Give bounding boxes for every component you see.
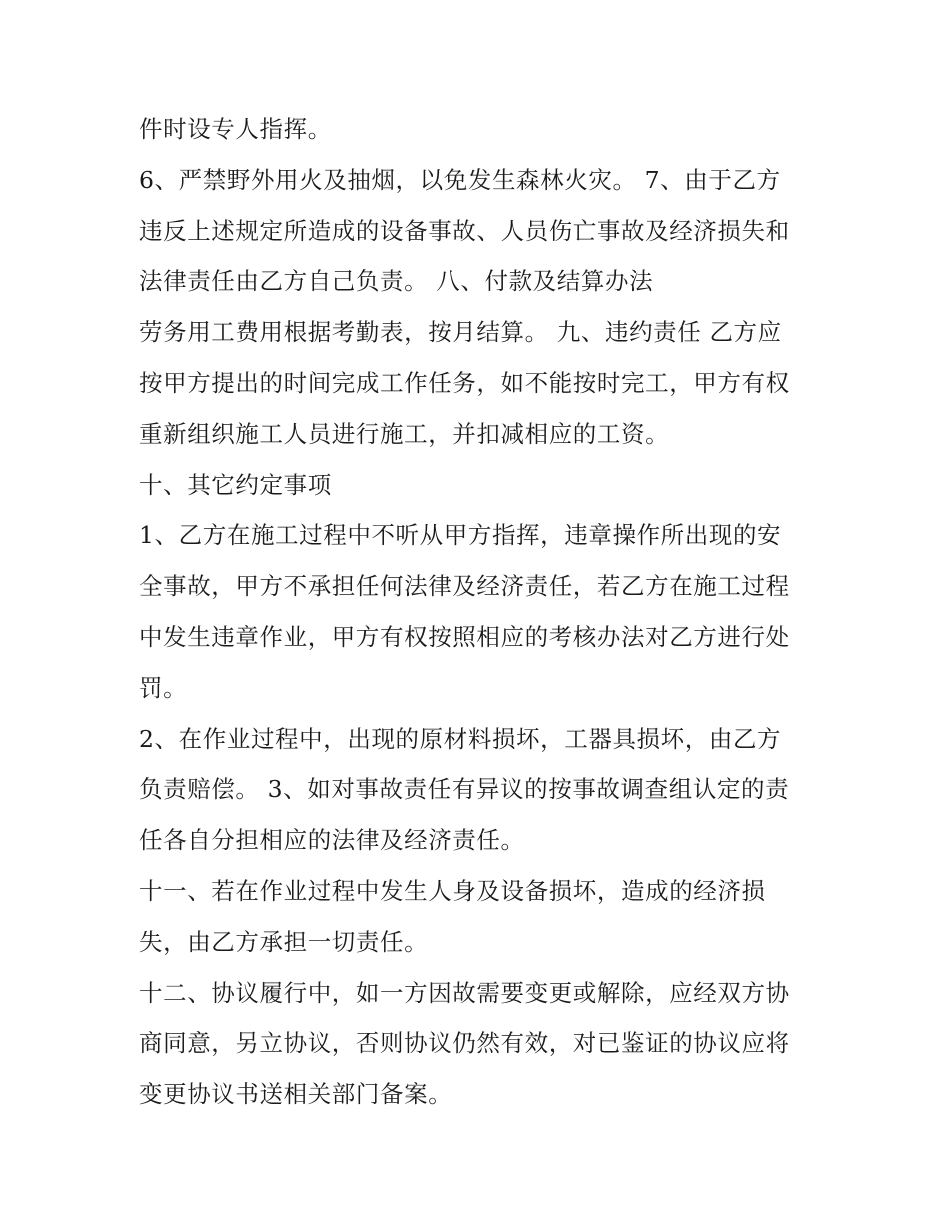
section-heading: 十、其它约定事项	[139, 470, 332, 499]
document-body	[139, 104, 819, 1120]
text-line: 重新组织施工人员进行施工，并扣减相应的工资。	[139, 419, 670, 448]
text-line: 十一、若在作业过程中发生人身及设备损坏，造成的经济损	[139, 876, 766, 905]
text-line: 任各自分担相应的法律及经济责任。	[139, 826, 525, 855]
text-line: 罚。	[139, 673, 188, 702]
text-line: 变更协议书送相关部门备案。	[139, 1080, 453, 1109]
text-line: 失，由乙方承担一切责任。	[139, 927, 429, 956]
text-line: 按甲方提出的时间完成工作任务，如不能按时完工，甲方有权	[139, 368, 790, 397]
text-line: 十二、协议履行中，如一方因故需要变更或解除，应经双方协	[139, 978, 790, 1007]
text-line: 1、乙方在施工过程中不听从甲方指挥，违章操作所出现的安	[139, 521, 782, 550]
text-line: 中发生违章作业，甲方有权按照相应的考核办法对乙方进行处	[139, 622, 790, 651]
text-line: 劳务用工费用根据考勤表，按月结算。 九、违约责任 乙方应	[139, 318, 782, 347]
text-line: 件时设专人指挥。	[139, 115, 332, 143]
text-line: 商同意，另立协议，否则协议仍然有效，对已鉴证的协议应将	[139, 1029, 790, 1058]
text-line: 6、严禁野外用火及抽烟，以免发生森林火灾。 7、由于乙方	[139, 165, 781, 194]
text-line: 违反上述规定所造成的设备事故、人员伤亡事故及经济损失和	[139, 216, 790, 245]
text-line: 全事故，甲方不承担任何法律及经济责任，若乙方在施工过程	[139, 572, 790, 601]
text-line: 法律责任由乙方自己负责。 八、付款及结算办法	[139, 267, 654, 296]
text-line: 负责赔偿。 3、如对事故责任有异议的按事故调查组认定的责	[139, 775, 790, 804]
text-line: 2、在作业过程中，出现的原材料损坏，工器具损坏，由乙方	[139, 724, 782, 753]
